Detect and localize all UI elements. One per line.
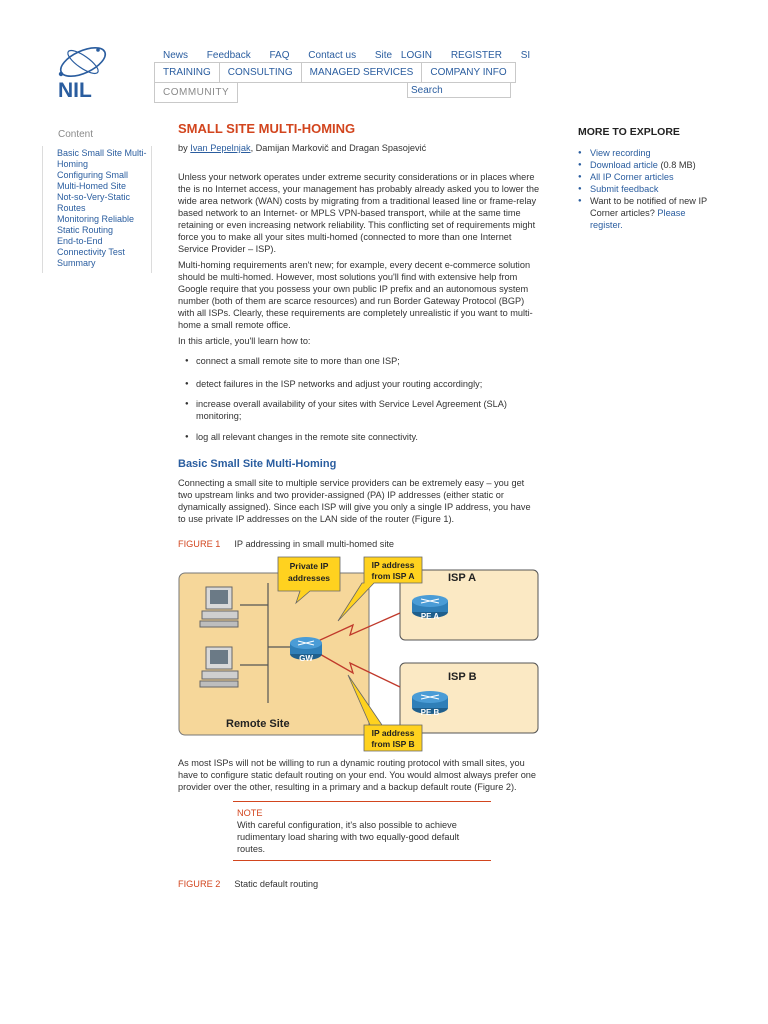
figure-caption: IP addressing in small multi-homed site: [234, 539, 395, 549]
author-link[interactable]: Ivan Pepelnjak: [190, 143, 251, 153]
all-ip-corner-link[interactable]: All IP Corner articles: [590, 172, 674, 182]
learn-list: [185, 398, 540, 422]
tab-managed-services[interactable]: MANAGED SERVICES: [301, 62, 423, 83]
list-item: ● detect failures in the ISP networks and adjust your routing accordingly;: [185, 378, 540, 390]
tab-consulting[interactable]: CONSULTING: [219, 62, 302, 83]
section-heading: Basic Small Site Multi-Homing: [178, 458, 337, 470]
toc-item[interactable]: End-to-End: [57, 236, 103, 246]
toc-item[interactable]: Monitoring Reliable: [57, 214, 135, 224]
nav-news[interactable]: News: [163, 50, 189, 61]
callout-text: Private IP: [289, 561, 329, 571]
toc-item[interactable]: Not-so-Very-Static: [57, 192, 131, 202]
figure-1-caption: [178, 539, 394, 549]
register-link[interactable]: Please register.: [590, 208, 686, 230]
logo-text: NIL: [58, 79, 92, 100]
download-article-link[interactable]: Download article: [590, 160, 658, 170]
figure-2-caption: [178, 879, 318, 889]
isp-b-label: ISP B: [448, 671, 477, 683]
list-item: ● increase overall availability of your sites with Service Level Agreement (SLA) monitoring;: [185, 398, 540, 422]
callout-text: IP address: [371, 560, 415, 570]
isp-a-label: ISP A: [448, 572, 477, 584]
nav-login[interactable]: LOGIN: [400, 50, 433, 61]
toc-item[interactable]: Configuring Small: [57, 170, 129, 180]
remote-site-label: Remote Site: [226, 718, 290, 730]
list-item: ● log all relevant changes in the remote site connectivity.: [185, 431, 540, 443]
submit-feedback-link[interactable]: Submit feedback: [590, 184, 659, 194]
tab-company-info[interactable]: COMPANY INFO: [421, 62, 515, 83]
more-to-explore-list: [578, 147, 713, 231]
note-label: NOTE: [237, 808, 263, 818]
note-box: [233, 801, 491, 861]
learn-list: [185, 355, 540, 367]
callout-text: IP address: [371, 728, 415, 738]
nav-faq[interactable]: FAQ: [269, 50, 290, 61]
nav-site[interactable]: Site: [374, 50, 393, 61]
nav-feedback[interactable]: Feedback: [206, 50, 251, 61]
figure-caption: Static default routing: [234, 879, 319, 889]
callout-text: addresses: [287, 573, 331, 583]
notify-text: Want to be notified of new IP Corner articles?: [590, 196, 707, 218]
top-navigation: [163, 50, 546, 61]
byline-by: by: [178, 143, 188, 153]
byline: [178, 143, 426, 153]
list-item: [578, 183, 713, 195]
figure-label: FIGURE 2: [178, 879, 221, 889]
file-size: (0.8 MB): [657, 160, 696, 170]
paragraph-requirements: Multi-homing requirements aren't new; for example, every decent e-commerce solution should be multi-homed. However, most solutions you'll find with extensive help from Google require that you possess your own public IP prefix and an autonomous system number (both of them are scarce resources) and run Border Gateway Protocol (BGP) with all ISPs. Clearly, these requirements are completely unrealistic if you want to multi-home a small remote office.: [178, 260, 533, 330]
toc-title: Content: [58, 129, 94, 140]
tab-community[interactable]: COMMUNITY: [154, 82, 238, 103]
learn-list: [185, 431, 540, 443]
nav-contact-us[interactable]: Contact us: [308, 50, 357, 61]
gw-label: GW: [299, 654, 313, 663]
pc-icon: [200, 587, 238, 627]
list-item: [578, 159, 713, 171]
callout-text: from ISP A: [371, 571, 415, 581]
pe-a-label: PE A: [420, 612, 440, 621]
tab-training[interactable]: TRAINING: [154, 62, 220, 83]
list-item: [578, 147, 713, 159]
pc-icon: [200, 647, 238, 687]
list-item: [578, 195, 713, 231]
note-text: With careful configuration, it's also possible to achieve rudimentary load sharing with two equally-good default routes.: [237, 820, 460, 854]
toc-item[interactable]: Homing: [57, 159, 89, 169]
paragraph-learn: In this article, you'll learn how to:: [178, 336, 311, 346]
toc-item[interactable]: Routes: [57, 203, 86, 213]
nil-logo[interactable]: [52, 44, 114, 100]
list-item: [578, 171, 713, 183]
toc-item[interactable]: Static Routing: [57, 225, 114, 235]
paragraph-basic: Connecting a small site to multiple service providers can be extremely easy – you get two upstream links and two provider-assigned (PA) IP addresses (either static or dynamically assigned). Since each ISP will give you only a single IP address, you have to use private IP addresses on the LAN side of the router (Figure 1).: [178, 478, 531, 524]
paragraph-intro: Unless your network operates under extreme security considerations or in places where the is no Internet access, your management has probably already asked you to lower the wide area network (WAN) costs by migrating from a traditional leased line or frame-relay based network to an Internet- or MPLS VPN-based transport, while at the same time retaining or even increasing network reliability. This conflicting set of requirements might force you to make all your sites multi-homed (connected to more than one Internet Service Provider – ISP).: [178, 172, 540, 254]
callout-text: from ISP B: [371, 739, 415, 749]
figure-label: FIGURE 1: [178, 539, 221, 549]
toc-item[interactable]: Basic Small Site Multi-: [57, 148, 147, 158]
main-navigation: [154, 62, 515, 83]
nav-si[interactable]: SI: [520, 50, 531, 61]
table-of-contents: [42, 146, 152, 273]
list-item: ● connect a small remote site to more than one ISP;: [185, 355, 540, 367]
learn-list: [185, 378, 540, 390]
toc-item[interactable]: Multi-Homed Site: [57, 181, 127, 191]
toc-item[interactable]: Summary: [57, 258, 96, 268]
paragraph-static-routing: As most ISPs will not be willing to run a dynamic routing protocol with small sites, you have to configure static default routing on your end. You would almost always prefer one provider over the other, resulting in a primary and a backup default route (Figure 2).: [178, 758, 537, 792]
pe-b-label: PE B: [420, 708, 440, 717]
article-title: SMALL SITE MULTI-HOMING: [178, 121, 356, 136]
toc-item[interactable]: Connectivity Test: [57, 247, 125, 257]
coauthors: , Damijan Markovič and Dragan Spasojević: [250, 143, 427, 153]
search-input[interactable]: [407, 82, 511, 98]
more-to-explore-title: MORE TO EXPLORE: [578, 126, 680, 138]
nav-register[interactable]: REGISTER: [450, 50, 502, 61]
view-recording-link[interactable]: View recording: [590, 148, 651, 158]
network-diagram: [178, 555, 540, 755]
